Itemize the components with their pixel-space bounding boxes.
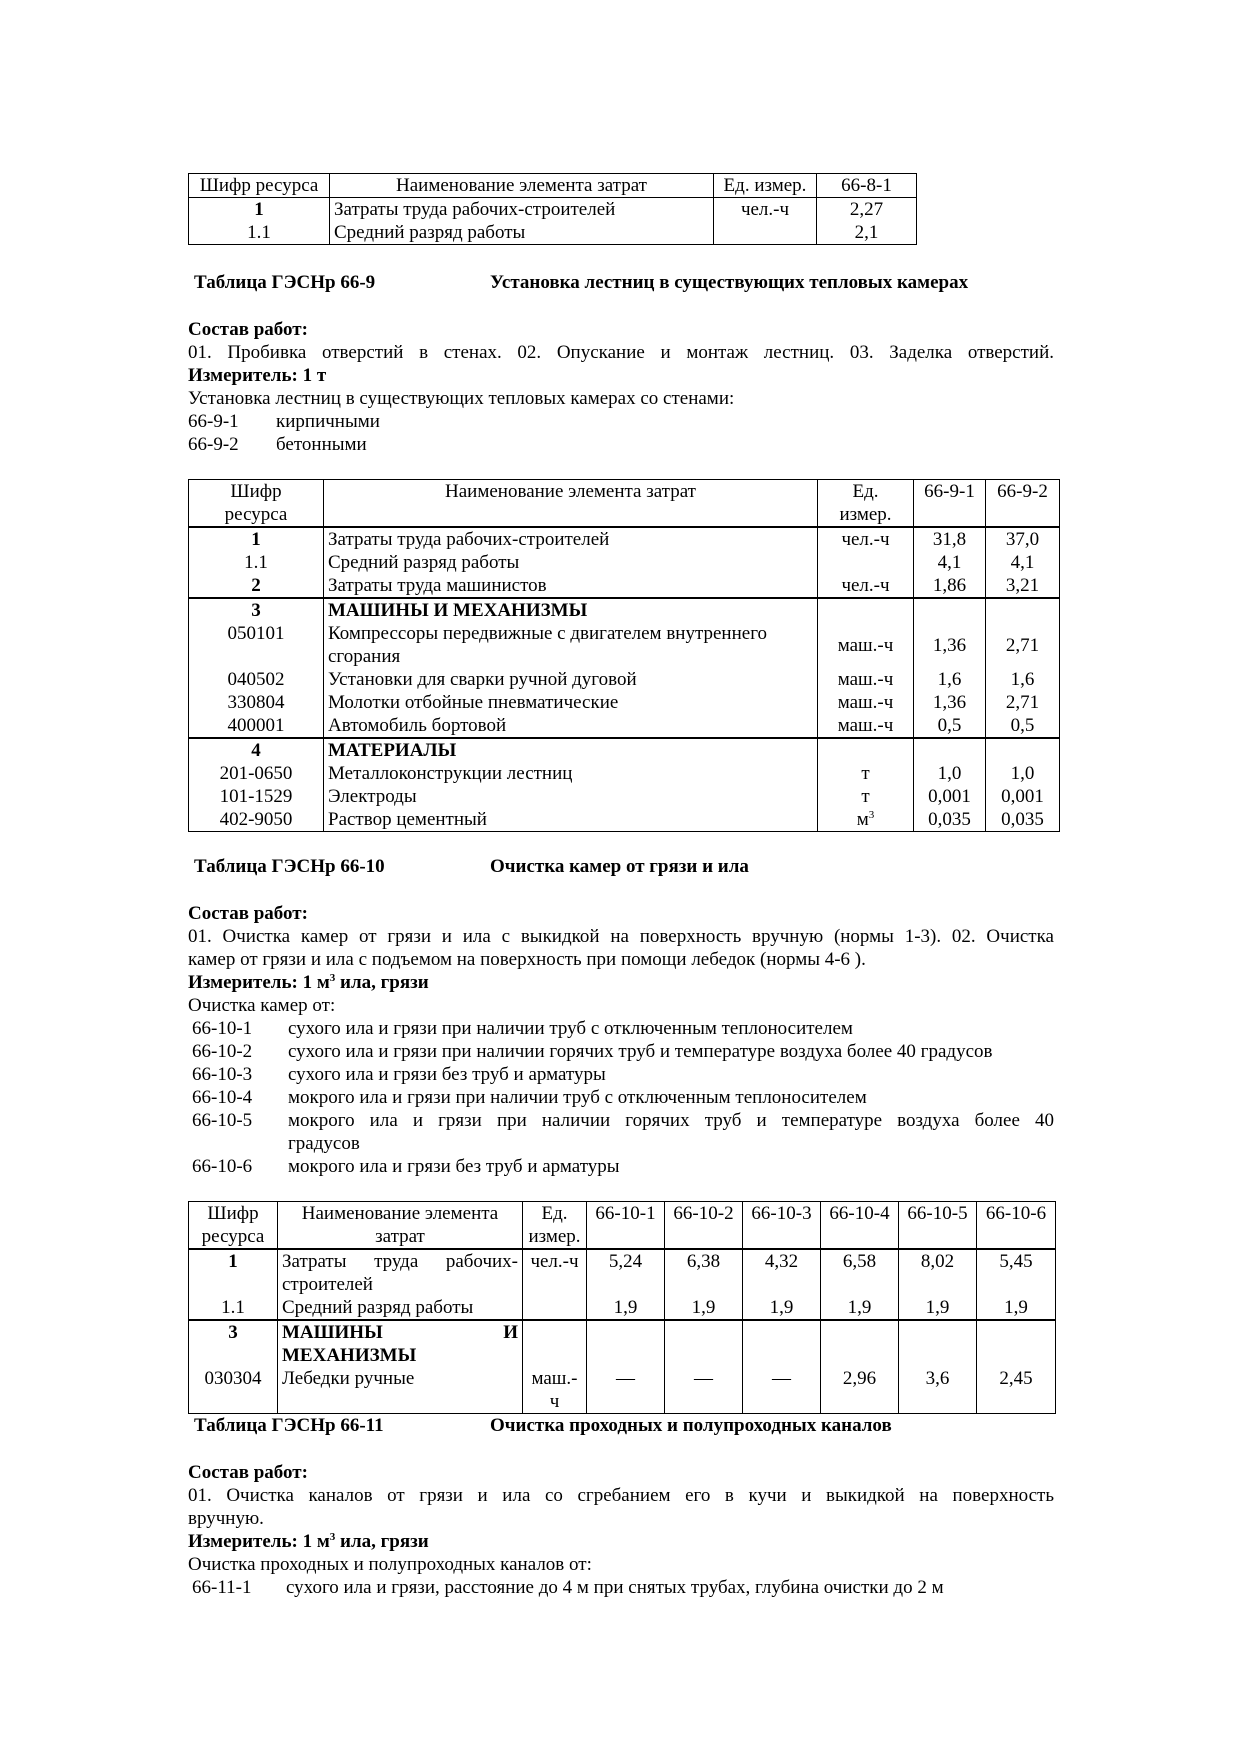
row-value: 2,45	[977, 1367, 1056, 1414]
header-name	[278, 1202, 523, 1250]
row-value: 1,9	[821, 1296, 899, 1320]
row-name-line2: строителей	[282, 1274, 373, 1295]
table-row	[189, 527, 1060, 551]
row-value: 6,38	[665, 1249, 743, 1296]
table-row	[189, 808, 1060, 832]
table-row	[189, 221, 917, 245]
row-value: 1,86	[914, 574, 986, 598]
header-col-66-10-5: 66-10-5	[899, 1202, 977, 1250]
row-name: Средний разряд работы	[324, 551, 818, 574]
row-value: —	[665, 1367, 743, 1414]
row-value	[821, 1320, 899, 1367]
list-item	[188, 1017, 1054, 1040]
row-value: 1,0	[986, 762, 1060, 785]
row-value: 0,035	[914, 808, 986, 832]
row-value: 2,71	[986, 622, 1060, 668]
row-code: 3	[189, 1320, 278, 1367]
list-item	[188, 1040, 1054, 1063]
header-name: Наименование элемента затрат	[330, 174, 714, 198]
header-unit: Ед. измер.	[714, 174, 817, 198]
table-title-66-11: Очистка проходных и полупроходных каналов	[490, 1415, 892, 1436]
row-name: МАШИНЫ И МЕХАНИЗМЫ	[324, 598, 818, 622]
row-value: 1,9	[743, 1296, 821, 1320]
row-name: Средний разряд работы	[278, 1296, 523, 1320]
sostav-label: Состав работ:	[188, 903, 308, 924]
row-name: МАТЕРИАЛЫ	[324, 738, 818, 762]
row-unit: чел.-ч	[818, 574, 914, 598]
row-name	[324, 622, 818, 668]
row-code: 1	[189, 198, 330, 222]
row-unit	[714, 221, 817, 245]
row-name-line2: сгорания	[328, 646, 401, 667]
measure-text: Измеритель: 1 м	[188, 972, 330, 993]
row-code: 1.1	[189, 1296, 278, 1320]
row-value: 3,21	[986, 574, 1060, 598]
row-value: 1,9	[899, 1296, 977, 1320]
row-value	[977, 1320, 1056, 1367]
row-value: 0,5	[986, 714, 1060, 738]
row-value: 5,45	[977, 1249, 1056, 1296]
row-value: 2,71	[986, 691, 1060, 714]
item-text: мокрого ила и грязи при наличии труб с отключенным теплоносителем	[288, 1087, 867, 1108]
list-item-continuation	[188, 1132, 1054, 1155]
row-unit	[818, 808, 914, 832]
row-value: 4,1	[914, 551, 986, 574]
table-row	[189, 785, 1060, 808]
item-text: мокрого ила и грязи при наличии горячих труб и температуре воздуха более 40	[288, 1110, 1054, 1131]
table-header-row	[189, 480, 1060, 528]
table-header-row	[189, 174, 917, 198]
row-unit: чел.-ч	[523, 1249, 587, 1296]
list-item	[188, 1155, 1054, 1178]
row-name: Затраты труда машинистов	[324, 574, 818, 598]
row-name-line1: Компрессоры передвижные с двигателем внутреннего	[328, 623, 768, 644]
row-unit: т	[818, 785, 914, 808]
table-row	[189, 198, 917, 222]
row-value: 1,0	[914, 762, 986, 785]
header-unit-line1: Ед.	[541, 1203, 568, 1224]
unit-base: м	[856, 809, 869, 830]
row-value: 1,9	[665, 1296, 743, 1320]
row-unit	[523, 1296, 587, 1320]
section-intro: Очистка камер от:	[188, 995, 336, 1016]
item-text: сухого ила и грязи при наличии горячих труб и температуре воздуха более 40 градусов	[288, 1041, 993, 1062]
item-text: сухого ила и грязи, расстояние до 4 м при снятых трубах, глубина очистки до 2 м	[286, 1577, 944, 1598]
header-code-line2: ресурса	[224, 504, 288, 525]
row-unit: чел.-ч	[714, 198, 817, 222]
table-row	[189, 622, 1060, 668]
section-intro: Установка лестниц в существующих тепловых камерах со стенами:	[188, 388, 735, 409]
row-value: 8,02	[899, 1249, 977, 1296]
header-code-line1: Шифр	[230, 481, 282, 502]
sostav-label: Состав работ:	[188, 319, 308, 340]
header-unit	[818, 480, 914, 528]
list-item	[188, 1086, 1054, 1109]
item-text: сухого ила и грязи без труб и арматуры	[288, 1064, 606, 1085]
list-item	[188, 433, 1054, 456]
item-text: мокрого ила и грязи без труб и арматуры	[288, 1156, 620, 1177]
header-code: Шифр ресурса	[189, 174, 330, 198]
row-code: 2	[189, 574, 324, 598]
row-code: 3	[189, 598, 324, 622]
row-code: 030304	[189, 1367, 278, 1414]
row-code: 101-1529	[189, 785, 324, 808]
table-66-8	[188, 173, 917, 245]
row-value: 0,5	[914, 714, 986, 738]
header-col-66-8-1: 66-8-1	[817, 174, 917, 198]
table-row	[189, 1249, 1056, 1296]
table-title-66-10: Очистка камер от грязи и ила	[490, 856, 749, 877]
row-value	[986, 598, 1060, 622]
header-unit-line2: измер.	[839, 504, 892, 525]
item-code: 66-10-4	[192, 1087, 253, 1108]
row-code: 1	[189, 1249, 278, 1296]
row-unit: маш.-ч	[818, 691, 914, 714]
item-text: бетонными	[276, 434, 367, 455]
measure-label	[188, 971, 1054, 994]
table-header-row	[189, 1202, 1056, 1250]
row-name: Затраты труда рабочих-строителей	[330, 198, 714, 222]
table-row	[189, 668, 1060, 691]
header-col-66-10-2: 66-10-2	[665, 1202, 743, 1250]
sostav-line2: вручную.	[188, 1508, 264, 1529]
table-66-9	[188, 479, 1060, 832]
row-unit: маш.-ч	[523, 1367, 587, 1414]
table-label-66-9: Таблица ГЭСНр 66-9	[194, 272, 376, 293]
row-unit: маш.-ч	[818, 714, 914, 738]
row-value: 0,001	[986, 785, 1060, 808]
sostav-line1: 01. Очистка каналов от грязи и ила со сгребанием его в кучи и выкидкой на поверхность	[188, 1485, 1054, 1506]
row-unit: т	[818, 762, 914, 785]
table-row	[189, 1367, 1056, 1414]
row-code: 330804	[189, 691, 324, 714]
row-value	[899, 1320, 977, 1367]
unit-superscript: 3	[868, 809, 875, 821]
row-value: 6,58	[821, 1249, 899, 1296]
table-row	[189, 598, 1060, 622]
measure-superscript: 3	[329, 1531, 336, 1543]
row-unit: чел.-ч	[818, 527, 914, 551]
header-code	[189, 480, 324, 528]
section-66-11-body	[188, 1461, 1054, 1599]
header-col-66-9-2: 66-9-2	[986, 480, 1060, 528]
header-name-line1: Наименование элемента	[301, 1203, 499, 1224]
table-row	[189, 714, 1060, 738]
row-code: 402-9050	[189, 808, 324, 832]
row-value	[914, 738, 986, 762]
row-value: 1,36	[914, 691, 986, 714]
list-item	[188, 1063, 1054, 1086]
row-name: Автомобиль бортовой	[324, 714, 818, 738]
row-value	[743, 1320, 821, 1367]
sostav-line2: камер от грязи и ила с подъемом на поверхность при помощи лебедок (нормы 4-6 ).	[188, 949, 866, 970]
row-code: 4	[189, 738, 324, 762]
header-unit-line2: измер.	[528, 1226, 581, 1247]
row-unit: маш.-ч	[818, 622, 914, 668]
table-row	[189, 574, 1060, 598]
row-value: 4,1	[986, 551, 1060, 574]
item-code: 66-9-1	[188, 411, 239, 432]
row-unit: маш.-ч	[818, 668, 914, 691]
header-col-66-9-1: 66-9-1	[914, 480, 986, 528]
row-value: 31,8	[914, 527, 986, 551]
item-text: кирпичными	[276, 411, 380, 432]
section-intro: Очистка проходных и полупроходных каналов от:	[188, 1554, 592, 1575]
row-name: Молотки отбойные пневматические	[324, 691, 818, 714]
measure-text-tail: ила, грязи	[335, 972, 429, 993]
item-code: 66-10-5	[192, 1110, 253, 1131]
header-col-66-10-1: 66-10-1	[587, 1202, 665, 1250]
row-value: —	[587, 1367, 665, 1414]
header-code-line1: Шифр	[207, 1203, 259, 1224]
measure-superscript: 3	[329, 972, 336, 984]
row-name-line1: Затраты труда рабочих-	[282, 1251, 518, 1272]
row-unit	[818, 551, 914, 574]
row-name: Средний разряд работы	[330, 221, 714, 245]
table-row	[189, 738, 1060, 762]
header-code-line2: ресурса	[201, 1226, 265, 1247]
row-value	[587, 1320, 665, 1367]
table-row	[189, 1296, 1056, 1320]
header-name: Наименование элемента затрат	[324, 480, 818, 528]
row-name: Установки для сварки ручной дуговой	[324, 668, 818, 691]
row-value	[986, 738, 1060, 762]
sostav-label: Состав работ:	[188, 1462, 308, 1483]
item-code: 66-10-3	[192, 1064, 253, 1085]
row-code: 201-0650	[189, 762, 324, 785]
row-name: Металлоконструкции лестниц	[324, 762, 818, 785]
row-code: 1.1	[189, 221, 330, 245]
table-label-66-11: Таблица ГЭСНр 66-11	[194, 1415, 384, 1436]
row-code: 050101	[189, 622, 324, 668]
row-value: 3,6	[899, 1367, 977, 1414]
row-value: 2,1	[817, 221, 917, 245]
table-66-10	[188, 1201, 1056, 1414]
table-row	[189, 1320, 1056, 1367]
row-value: 1,6	[986, 668, 1060, 691]
row-value: 2,27	[817, 198, 917, 222]
measure-text: Измеритель: 1 м	[188, 1531, 330, 1552]
item-text: градусов	[288, 1133, 360, 1154]
row-name	[278, 1249, 523, 1296]
row-name-line1: МАШИНЫ И	[282, 1322, 518, 1343]
list-item	[188, 410, 1054, 433]
item-code: 66-10-1	[192, 1018, 253, 1039]
header-unit-line1: Ед.	[852, 481, 879, 502]
row-name: Раствор цементный	[324, 808, 818, 832]
row-name-line2: МЕХАНИЗМЫ	[282, 1345, 417, 1366]
row-code: 1.1	[189, 551, 324, 574]
section-66-10-body	[188, 902, 1054, 1178]
item-text: сухого ила и грязи при наличии труб с отключенным теплоносителем	[288, 1018, 853, 1039]
row-code: 400001	[189, 714, 324, 738]
row-name: Затраты труда рабочих-строителей	[324, 527, 818, 551]
row-value: 0,001	[914, 785, 986, 808]
row-value: 37,0	[986, 527, 1060, 551]
header-col-66-10-4: 66-10-4	[821, 1202, 899, 1250]
header-col-66-10-6: 66-10-6	[977, 1202, 1056, 1250]
list-item	[188, 1576, 1054, 1599]
item-code: 66-10-2	[192, 1041, 253, 1062]
header-unit	[523, 1202, 587, 1250]
header-col-66-10-3: 66-10-3	[743, 1202, 821, 1250]
row-value: 1,6	[914, 668, 986, 691]
row-value: 0,035	[986, 808, 1060, 832]
item-code: 66-11-1	[192, 1577, 252, 1598]
sostav-text: 01. Пробивка отверстий в стенах. 02. Опускание и монтаж лестниц. 03. Заделка отверстий.	[188, 342, 1054, 363]
measure-label	[188, 1530, 1054, 1553]
row-value: —	[743, 1367, 821, 1414]
section-66-9-body	[188, 318, 1054, 456]
row-unit	[523, 1320, 587, 1367]
header-name-line2: затрат	[375, 1226, 425, 1247]
row-value: 1,36	[914, 622, 986, 668]
list-item	[188, 1109, 1054, 1132]
row-value: 4,32	[743, 1249, 821, 1296]
sostav-line1: 01. Очистка камер от грязи и ила с выкидкой на поверхность вручную (нормы 1-3). 02. Очистка	[188, 926, 1054, 947]
row-value: 2,96	[821, 1367, 899, 1414]
item-code: 66-10-6	[192, 1156, 253, 1177]
measure-label: Измеритель: 1 т	[188, 365, 327, 386]
row-value: 1,9	[587, 1296, 665, 1320]
row-value: 5,24	[587, 1249, 665, 1296]
table-row	[189, 762, 1060, 785]
row-value	[665, 1320, 743, 1367]
row-name	[278, 1320, 523, 1367]
row-unit	[818, 738, 914, 762]
row-code: 040502	[189, 668, 324, 691]
row-unit	[818, 598, 914, 622]
row-code: 1	[189, 527, 324, 551]
item-code: 66-9-2	[188, 434, 239, 455]
row-value	[914, 598, 986, 622]
row-value: 1,9	[977, 1296, 1056, 1320]
row-name: Лебедки ручные	[278, 1367, 523, 1414]
measure-text-tail: ила, грязи	[335, 1531, 429, 1552]
table-row	[189, 691, 1060, 714]
table-label-66-10: Таблица ГЭСНр 66-10	[194, 856, 385, 877]
row-name: Электроды	[324, 785, 818, 808]
header-code	[189, 1202, 278, 1250]
table-row	[189, 551, 1060, 574]
table-title-66-9: Установка лестниц в существующих тепловых камерах	[490, 272, 969, 293]
